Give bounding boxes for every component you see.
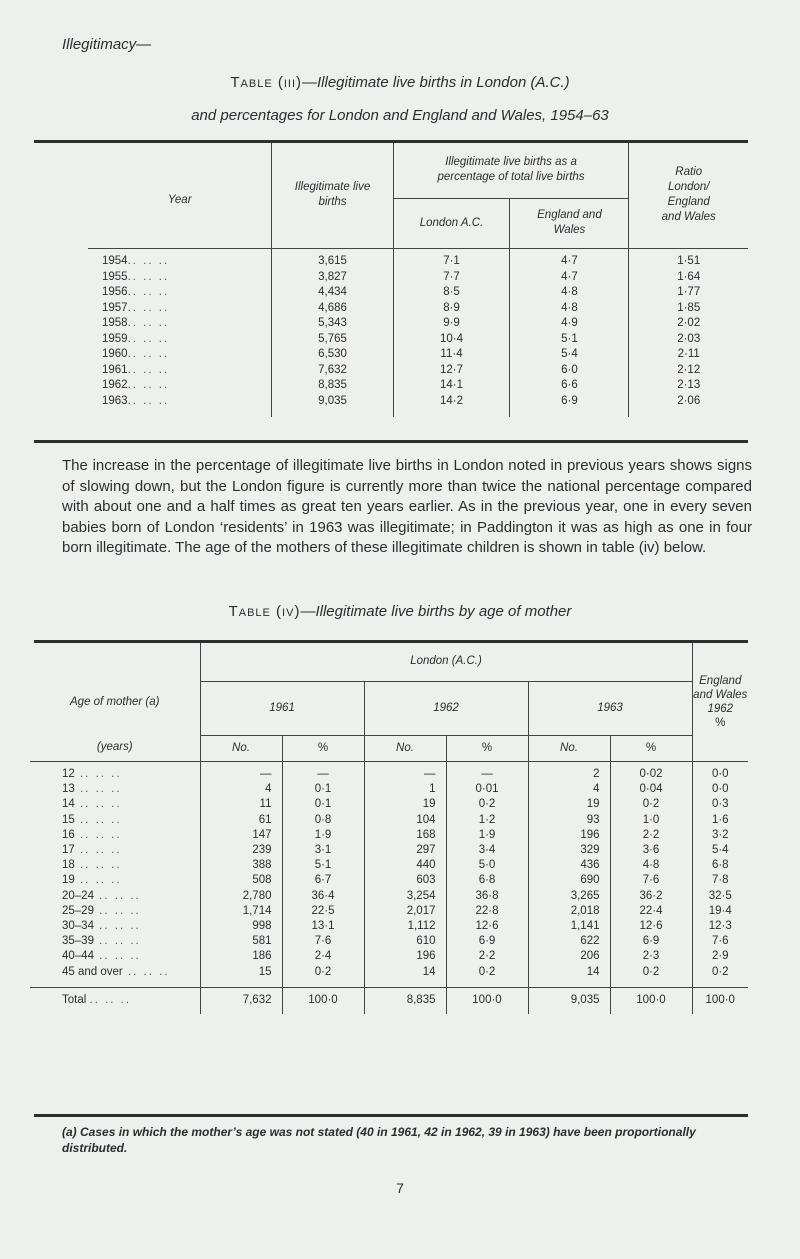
table4-cell: 0·04 <box>610 782 692 797</box>
table4-row <box>30 782 748 797</box>
table4-row <box>30 949 748 964</box>
table4-cell: 3,265 <box>528 889 610 904</box>
table4-cell: 5·1 <box>282 858 364 873</box>
table3-cell: 1·85 <box>629 301 748 317</box>
table3-cell: 5,765 <box>272 332 393 348</box>
table4-cell: 7·6 <box>692 934 748 949</box>
table4-cell: 4 <box>528 782 610 797</box>
table4-cell: 1,141 <box>528 919 610 934</box>
table4-cell: 36·4 <box>282 889 364 904</box>
table4-age-cell: 35–39 .. .. .. <box>62 935 141 948</box>
table4-cell: 1·0 <box>610 813 692 828</box>
table4-cell: 6·8 <box>692 858 748 873</box>
table4-cell: 11 <box>200 797 282 812</box>
table4-cell: 0·01 <box>446 782 528 797</box>
table4-cell: 0·8 <box>282 813 364 828</box>
table4-bottom-rule <box>34 1114 748 1117</box>
table4-cell: 1·9 <box>446 828 528 843</box>
table3-cell: 3,615 <box>272 254 393 270</box>
table3-cell: 2·13 <box>629 378 748 394</box>
footnote: (a) Cases in which the mother’s age was not stated (40 in 1961, 42 in 1962, 39 in 1963) have been proportionally distributed. <box>62 1125 696 1155</box>
table3-cell: 8·5 <box>393 285 510 301</box>
table4-cell: 603 <box>364 873 446 888</box>
table3-year-cell: 1958.. .. .. <box>102 317 170 329</box>
table4-header-pct-1961: % <box>282 735 364 761</box>
table4-cell: 7·8 <box>692 873 748 888</box>
table3-cell: 2·06 <box>629 394 748 410</box>
table4-cell: 4 <box>200 782 282 797</box>
table4-cell: 1·9 <box>282 828 364 843</box>
table4-cell: 610 <box>364 934 446 949</box>
table3-cell: 6,530 <box>272 347 393 363</box>
table3-year-cell: 1963.. .. .. <box>102 394 170 407</box>
table4-cell: 5·4 <box>692 843 748 858</box>
table4-cell: 2·9 <box>692 949 748 964</box>
table4-row <box>30 843 748 858</box>
table4-cell: — <box>200 767 282 782</box>
table3-header-births: Illegitimate live births <box>272 143 393 248</box>
table4-cell: 0·0 <box>692 767 748 782</box>
table4-cell: 186 <box>200 949 282 964</box>
table4-row <box>30 919 748 934</box>
table4-cell: 0·2 <box>282 965 364 980</box>
table4-cell: 3·4 <box>446 843 528 858</box>
table4-header-ew-pct: % <box>715 716 726 729</box>
table4-age-cell: 20–24 .. .. .. <box>62 889 141 902</box>
table3-row <box>88 254 748 270</box>
table3-cell: 2·12 <box>629 363 748 379</box>
table3-year-cell: 1957.. .. .. <box>102 301 170 314</box>
table4-cell: 61 <box>200 813 282 828</box>
body-paragraph: The increase in the percentage of illegitimate live births in London noted in previous years shows signs of slowing down, but the London figure is currently more than twice the national percentage compared with about one and a half times as great ten years earlier. As in the previous year, one in every seven babies born of London ‘residents’ in 1963 was illegitimate; in Paddington it was as high as one in four born illegitimate. The age of the mothers of these illegitimate children is shown in table (iv) below. <box>62 457 752 556</box>
table4-cell: 2·4 <box>282 949 364 964</box>
table4-age-cell: 30–34 .. .. .. <box>62 920 141 933</box>
table3-year-cell: 1960.. .. .. <box>102 348 170 360</box>
table3-cell: 7,632 <box>272 363 393 379</box>
table3-caption <box>0 74 800 91</box>
table4-cell: 1·2 <box>446 813 528 828</box>
table4-cell: 297 <box>364 843 446 858</box>
table3-cell: 6·0 <box>510 363 629 379</box>
table4-header-ew <box>692 643 748 761</box>
table3-cell: 4,686 <box>272 301 393 317</box>
table4-row <box>30 858 748 873</box>
table4-cell: 0·02 <box>610 767 692 782</box>
table3-header-ew: England and Wales <box>510 198 629 248</box>
table3-year-cell: 1959.. .. .. <box>102 332 170 345</box>
table3-cell: 2·02 <box>629 316 748 332</box>
table3-header-pct-group: Illegitimate live births as a percentage of total live births <box>393 143 629 198</box>
table4-cell: 239 <box>200 843 282 858</box>
table4-header-1961: 1961 <box>200 681 364 735</box>
table4-row <box>30 813 748 828</box>
table4-cell: 206 <box>528 949 610 964</box>
table4-cell: 5·0 <box>446 858 528 873</box>
table4-cell: 196 <box>528 828 610 843</box>
table4-total-label: Total .. .. .. <box>30 988 200 1014</box>
table4-caption <box>0 603 800 620</box>
table4-cell: 1,714 <box>200 904 282 919</box>
table4-cell: 508 <box>200 873 282 888</box>
table3-row <box>88 347 748 363</box>
table4-age-cell: 12 .. .. .. <box>62 768 122 780</box>
table3-cell: 7·1 <box>393 254 510 270</box>
table4-total-cell: 100·0 <box>282 988 364 1014</box>
table3-cell: 4·7 <box>510 270 629 286</box>
table4-age-cell: 45 and over .. .. .. <box>62 965 170 978</box>
table4-row <box>30 965 748 980</box>
table4-header-ew-label: England and Wales 1962 <box>693 674 748 715</box>
table4-total-cell: 100·0 <box>692 988 748 1014</box>
table3-cell: 5·1 <box>510 332 629 348</box>
table3-cell: 9·9 <box>393 316 510 332</box>
table4-row <box>30 873 748 888</box>
table3-row <box>88 332 748 348</box>
table3-cell: 4·9 <box>510 316 629 332</box>
table4-caption-tag: Table (iv) <box>228 603 301 620</box>
table3-row <box>88 394 748 410</box>
table4-cell: 3·2 <box>692 828 748 843</box>
table3-header-london: London A.C. <box>393 198 510 248</box>
table3-cell: 5,343 <box>272 316 393 332</box>
table4-cell: 2·2 <box>610 828 692 843</box>
table3-cell: 7·7 <box>393 270 510 286</box>
table4-cell: 0·2 <box>610 965 692 980</box>
table3-row <box>88 285 748 301</box>
table4-cell: 1,112 <box>364 919 446 934</box>
table4-cell: 4·8 <box>610 858 692 873</box>
table3-cell: 12·7 <box>393 363 510 379</box>
table4-cell: 622 <box>528 934 610 949</box>
table4-cell: 6·9 <box>446 934 528 949</box>
table4-total-cell: 9,035 <box>528 988 610 1014</box>
table3-cell: 5·4 <box>510 347 629 363</box>
table4-cell: 0·2 <box>446 797 528 812</box>
table4-age-cell: 40–44 .. .. .. <box>62 950 141 963</box>
table3-cell: 1·64 <box>629 270 748 286</box>
table4-cell: 2 <box>528 767 610 782</box>
table3-cell: 14·1 <box>393 378 510 394</box>
table3-cell: 4·8 <box>510 301 629 317</box>
table4-caption-title: —Illegitimate live births by age of mother <box>300 603 572 620</box>
table3-cell: 6·9 <box>510 394 629 410</box>
table4-cell: 3·6 <box>610 843 692 858</box>
table4-cell: 36·8 <box>446 889 528 904</box>
table4-age-cell: 19 .. .. .. <box>62 874 122 887</box>
table4-cell: 440 <box>364 858 446 873</box>
table4-total-row <box>30 988 748 1014</box>
table3-cell: 11·4 <box>393 347 510 363</box>
table3-bottom-rule <box>34 440 748 443</box>
table4-row <box>30 797 748 812</box>
table4-age-cell: 15 .. .. .. <box>62 813 122 826</box>
table3-year-cell: 1962.. .. .. <box>102 379 170 391</box>
table3-year-cell: 1961.. .. .. <box>102 363 170 376</box>
table4-cell: 1·6 <box>692 813 748 828</box>
table3-cell: 4·7 <box>510 254 629 270</box>
table4-row <box>30 828 748 843</box>
table4-cell: 388 <box>200 858 282 873</box>
table3-header-ratio: Ratio London/ England and Wales <box>629 143 748 248</box>
table3-caption-tag: Table (iii) <box>230 74 302 91</box>
table4-cell: 196 <box>364 949 446 964</box>
table4-cell: 0·2 <box>692 965 748 980</box>
table4-cell: — <box>446 767 528 782</box>
table3-caption-line2: and percentages for London and England and Wales, 1954–63 <box>191 107 609 124</box>
table4-cell: 0·3 <box>692 797 748 812</box>
table3-header-year: Year <box>167 193 192 206</box>
table4-age-cell: 18 .. .. .. <box>62 859 122 872</box>
table3-cell: 14·2 <box>393 394 510 410</box>
table4-cell: 7·6 <box>282 934 364 949</box>
table4-age-cell: 16 .. .. .. <box>62 828 122 841</box>
table4-cell: 14 <box>364 965 446 980</box>
table4-cell: 104 <box>364 813 446 828</box>
table3-cell: 9,035 <box>272 394 393 410</box>
table4-cell: 12·6 <box>610 919 692 934</box>
table3-year-cell: 1955.. .. .. <box>102 270 170 283</box>
table3-cell: 8,835 <box>272 378 393 394</box>
table4-cell: 1 <box>364 782 446 797</box>
table4-body <box>30 767 748 980</box>
table4-cell: 19 <box>528 797 610 812</box>
table4-cell: 19 <box>364 797 446 812</box>
table3-body <box>88 254 748 409</box>
table4-cell: 2·2 <box>446 949 528 964</box>
table4-cell: 0·1 <box>282 797 364 812</box>
table4-cell: 93 <box>528 813 610 828</box>
table4-cell: 690 <box>528 873 610 888</box>
table3-cell: 8·9 <box>393 301 510 317</box>
table3-row <box>88 363 748 379</box>
table4-cell: 3·1 <box>282 843 364 858</box>
table4 <box>30 643 748 1014</box>
table4-cell: 0·2 <box>610 797 692 812</box>
table4-cell: 7·6 <box>610 873 692 888</box>
table4-header-age <box>30 643 200 735</box>
table4-cell: 12·3 <box>692 919 748 934</box>
table4-header-years: (years) <box>96 741 133 754</box>
table4-cell: 14 <box>528 965 610 980</box>
table4-age-cell: 14 .. .. .. <box>62 798 122 811</box>
table4-cell: 2·3 <box>610 949 692 964</box>
table4-header-london: London (A.C.) <box>200 643 692 681</box>
table4-cell: 2,017 <box>364 904 446 919</box>
table4-cell: 36·2 <box>610 889 692 904</box>
table4-cell: 2,018 <box>528 904 610 919</box>
table3-cell: 4·8 <box>510 285 629 301</box>
table4-cell: — <box>282 767 364 782</box>
table4-cell: 22·8 <box>446 904 528 919</box>
section-heading: Illegitimacy— <box>62 36 152 53</box>
table4-cell: 581 <box>200 934 282 949</box>
table4-header-pct-1963: % <box>610 735 692 761</box>
table4-age-cell: 25–29 .. .. .. <box>62 904 141 917</box>
table4-header-1962: 1962 <box>364 681 528 735</box>
table4-cell: 6·9 <box>610 934 692 949</box>
table4-total-cell: 100·0 <box>610 988 692 1014</box>
table4-age-cell: 17 .. .. .. <box>62 844 122 857</box>
table3-row <box>88 316 748 332</box>
table3-cell: 4,434 <box>272 285 393 301</box>
table4-total-cell: 100·0 <box>446 988 528 1014</box>
table4-cell: 0·1 <box>282 782 364 797</box>
table4-cell: 13·1 <box>282 919 364 934</box>
table4-row <box>30 904 748 919</box>
table4-row <box>30 767 748 782</box>
table3-year-cell: 1954.. .. .. <box>102 255 170 267</box>
table3-cell: 10·4 <box>393 332 510 348</box>
table3-year-cell: 1956.. .. .. <box>102 286 170 298</box>
table4-header-1963: 1963 <box>528 681 692 735</box>
table4-cell: 0·2 <box>446 965 528 980</box>
table4-row <box>30 889 748 904</box>
table3-row <box>88 301 748 317</box>
table3-row <box>88 270 748 286</box>
table4-cell: 3,254 <box>364 889 446 904</box>
table3-cell: 3,827 <box>272 270 393 286</box>
table4-cell: 0·0 <box>692 782 748 797</box>
table4-cell: 329 <box>528 843 610 858</box>
table4-cell: 15 <box>200 965 282 980</box>
table4-age-cell: 13 .. .. .. <box>62 783 122 796</box>
table4-cell: 2,780 <box>200 889 282 904</box>
table4-cell: 6·8 <box>446 873 528 888</box>
table4-cell: 998 <box>200 919 282 934</box>
table4-header-no-1963: No. <box>528 735 610 761</box>
table4-header-no-1962: No. <box>364 735 446 761</box>
table4-cell: 12·6 <box>446 919 528 934</box>
table3-cell: 1·77 <box>629 285 748 301</box>
table4-header-pct-1962: % <box>446 735 528 761</box>
page-number: 7 <box>396 1180 404 1196</box>
table4-header-age-label: Age of mother (a) <box>70 695 160 708</box>
table4-cell: 6·7 <box>282 873 364 888</box>
table4-total-cell: 8,835 <box>364 988 446 1014</box>
table4-cell: 147 <box>200 828 282 843</box>
table3 <box>88 143 748 417</box>
table4-total-cell: 7,632 <box>200 988 282 1014</box>
table4-cell: 22·5 <box>282 904 364 919</box>
table4-row <box>30 934 748 949</box>
table4-header-no-1961: No. <box>200 735 282 761</box>
table4-cell: 168 <box>364 828 446 843</box>
table4-cell: 19·4 <box>692 904 748 919</box>
table4-cell: — <box>364 767 446 782</box>
table3-row <box>88 378 748 394</box>
table3-cell: 2·03 <box>629 332 748 348</box>
table3-cell: 2·11 <box>629 347 748 363</box>
table4-cell: 32·5 <box>692 889 748 904</box>
table3-caption-title: —Illegitimate live births in London (A.C.) <box>302 74 570 91</box>
table4-cell: 436 <box>528 858 610 873</box>
table3-cell: 6·6 <box>510 378 629 394</box>
table4-cell: 22·4 <box>610 904 692 919</box>
table3-cell: 1·51 <box>629 254 748 270</box>
